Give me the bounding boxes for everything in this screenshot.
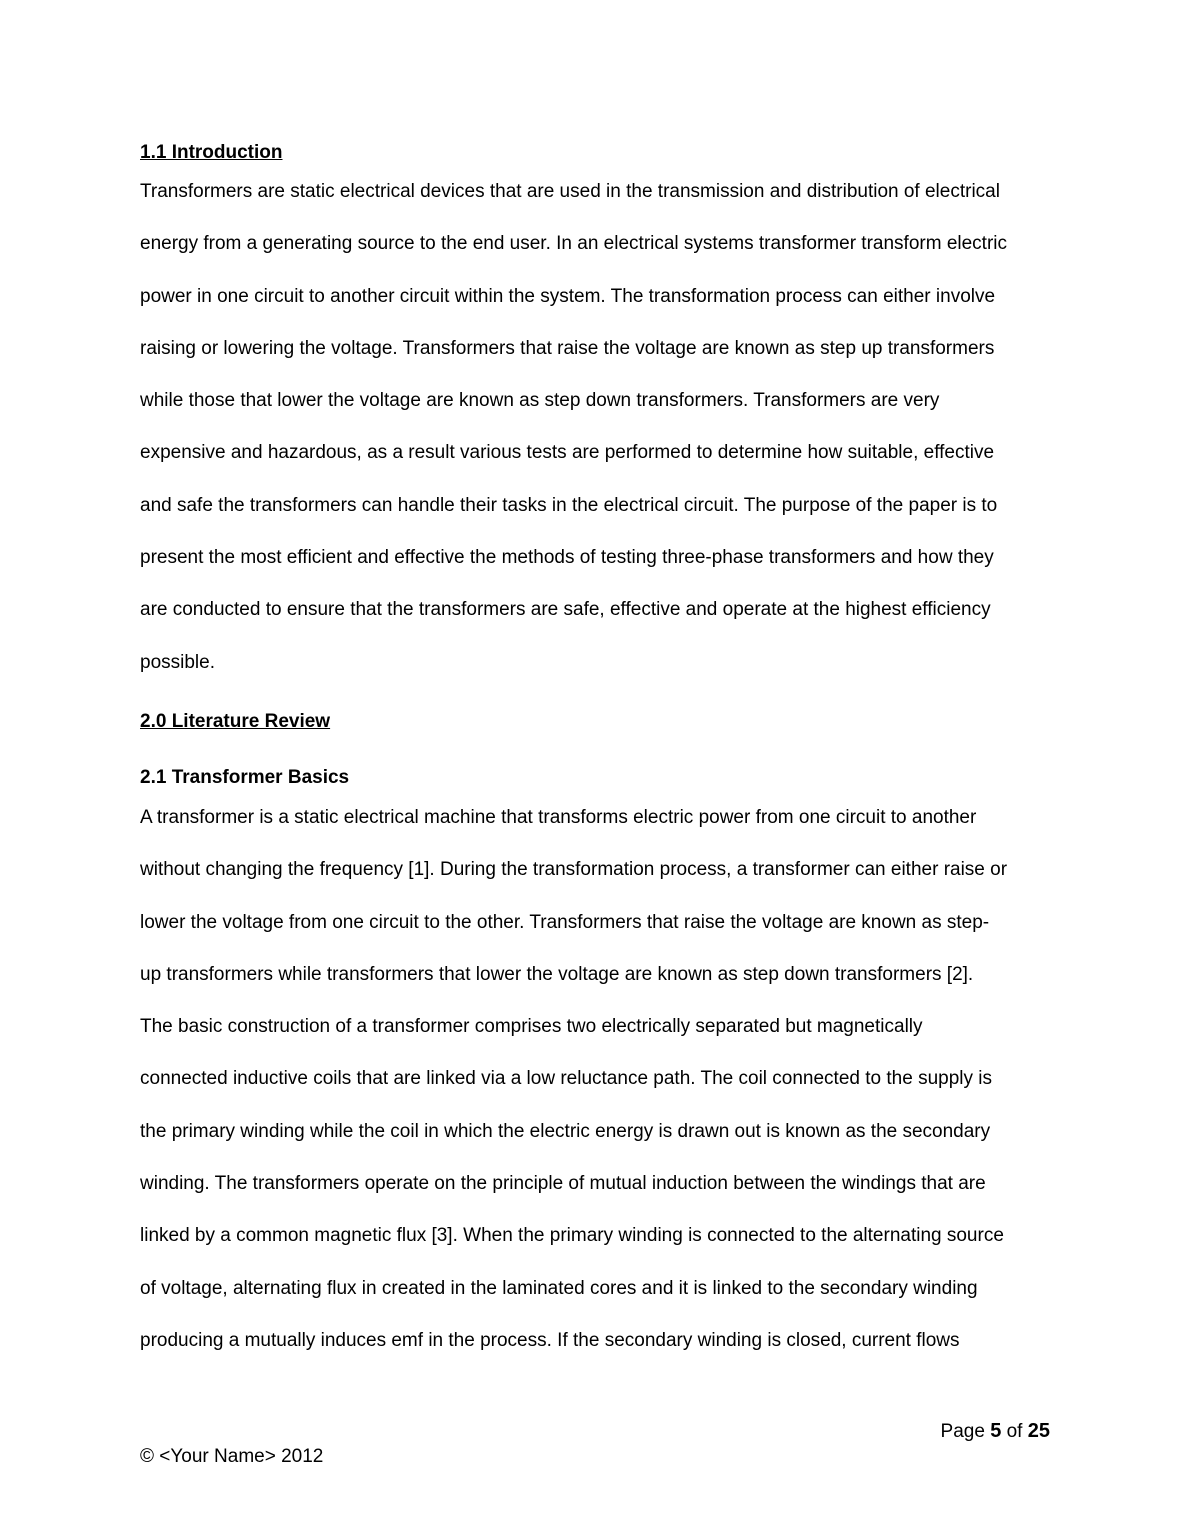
paragraph-line: of voltage, alternating flux in created in the laminated cores and it is linked to the secondary winding: [140, 1277, 978, 1299]
page-of: of: [1006, 1421, 1023, 1442]
paragraph-line: lower the voltage from one circuit to the other. Transformers that raise the voltage are known as step-: [140, 911, 990, 933]
paragraph-line: winding. The transformers operate on the principle of mutual induction between the windings that are: [140, 1173, 986, 1195]
introduction-paragraph: [140, 179, 1050, 702]
section-heading-introduction: 1.1 Introduction: [140, 142, 283, 163]
paragraph-line: energy from a generating source to the end user. In an electrical systems transformer transform electric: [140, 233, 1007, 255]
transformer-basics-paragraph: [140, 805, 1050, 1380]
page-content: [140, 140, 1050, 1380]
paragraph-line: expensive and hazardous, as a result various tests are performed to determine how suitable, effective: [140, 442, 995, 464]
paragraph-line: connected inductive coils that are linked via a low reluctance path. The coil connected to the supply is: [140, 1068, 992, 1090]
paragraph-line: linked by a common magnetic flux [3]. When the primary winding is connected to the alternating source: [140, 1225, 1004, 1247]
paragraph-line: without changing the frequency [1]. During the transformation process, a transformer can either raise or: [140, 859, 1008, 881]
paragraph-line: are conducted to ensure that the transformers are safe, effective and operate at the highest efficiency: [140, 599, 991, 621]
subsection-heading-transformer-basics: 2.1 Transformer Basics: [140, 766, 350, 788]
page-total: 25: [1027, 1420, 1050, 1442]
paragraph-line: and safe the transformers can handle their tasks in the electrical circuit. The purpose of the paper is to: [140, 494, 998, 516]
page-prefix: Page: [940, 1421, 985, 1442]
paragraph-line: power in one circuit to another circuit within the system. The transformation process can either involve: [140, 285, 996, 307]
paragraph-line: producing a mutually induces emf in the process. If the secondary winding is closed, current flows: [140, 1329, 960, 1351]
section-heading-literature-review: 2.0 Literature Review: [140, 710, 331, 732]
paragraph-line: Transformers are static electrical devices that are used in the transmission and distribution of electrical: [140, 181, 1000, 202]
paragraph-line: up transformers while transformers that lower the voltage are known as step down transformers [2].: [140, 963, 974, 985]
paragraph-line: A transformer is a static electrical machine that transforms electric power from one circuit to another: [140, 806, 977, 828]
paragraph-line: possible.: [140, 651, 215, 673]
page-current: 5: [990, 1420, 1002, 1442]
paragraph-line: The basic construction of a transformer comprises two electrically separated but magnetically: [140, 1016, 923, 1038]
page-number: [941, 1418, 1050, 1445]
paragraph-line: raising or lowering the voltage. Transformers that raise the voltage are known as step up transformers: [140, 337, 995, 359]
copyright-footer: © <Your Name> 2012: [140, 1446, 324, 1467]
paragraph-line: present the most efficient and effective the methods of testing three-phase transformers and how they: [140, 547, 994, 569]
paragraph-line: the primary winding while the coil in which the electric energy is drawn out is known as the secondary: [140, 1120, 991, 1142]
paragraph-line: while those that lower the voltage are known as step down transformers. Transformers are very: [140, 390, 940, 412]
